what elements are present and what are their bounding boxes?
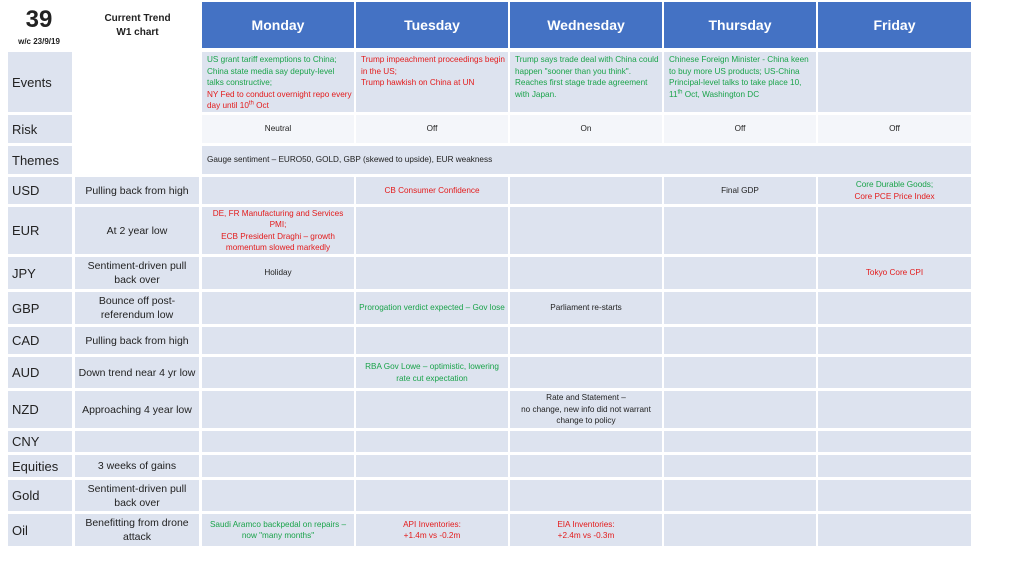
grid-cell: [818, 514, 971, 546]
grid-cell: [664, 480, 816, 511]
risk-wednesday: On: [580, 124, 592, 134]
grid-cell: [664, 357, 816, 388]
trend-equities: 3 weeks of gains: [97, 460, 177, 472]
day-header-thursday: Thursday: [664, 2, 816, 48]
grid-cell: [664, 431, 816, 452]
grid-cell: [818, 52, 971, 112]
events-tuesday: Trump impeachment proceedings begin in the US; Trump hawkish on China at UN: [361, 55, 505, 87]
day-header-wednesday: Wednesday: [510, 2, 662, 48]
grid-cell: [356, 391, 508, 428]
grid-cell: [356, 257, 508, 289]
week-number: 39: [25, 6, 53, 33]
grid-cell: [510, 480, 662, 511]
grid-cell: [664, 207, 816, 254]
grid-cell: [818, 431, 971, 452]
jpy-friday: Tokyo Core CPI: [865, 268, 924, 278]
grid-cell: [818, 207, 971, 254]
grid-cell: [202, 292, 354, 324]
grid-cell: [664, 455, 816, 477]
risk-tuesday: Off: [426, 124, 438, 134]
grid-cell: [356, 431, 508, 452]
row-label-themes: Themes: [12, 152, 59, 168]
trend-nzd: Approaching 4 year low: [82, 403, 192, 416]
trend-jpy: Sentiment-driven pull back over: [87, 260, 187, 286]
row-label-usd: USD: [12, 183, 40, 198]
row-label-cad: CAD: [12, 333, 40, 348]
grid-cell: [510, 431, 662, 452]
row-label-risk: Risk: [12, 121, 38, 137]
events-monday-red: NY Fed to conduct overnight repo every day until 10th Oct: [207, 89, 352, 110]
day-header-friday: Friday: [818, 2, 971, 48]
oil-tuesday: API Inventories: +1.4m vs -0.2m: [403, 519, 461, 540]
events-monday-green: US grant tariff exemptions to China; China state media say deputy-level talks constructive;: [207, 55, 337, 87]
grid-cell: [356, 480, 508, 511]
trend-oil: Benefitting from drone attack: [85, 517, 189, 543]
row-label-oil: Oil: [12, 522, 28, 538]
week-date: w/c 23/9/19: [18, 37, 60, 46]
row-label-jpy: JPY: [12, 265, 36, 281]
risk-thursday: Off: [734, 124, 746, 134]
grid-cell: [664, 514, 816, 546]
aud-tuesday: RBA Gov Lowe – optimistic, lowering rate cut expectation: [365, 362, 499, 383]
grid-cell: [202, 327, 354, 354]
grid-cell: [818, 391, 971, 428]
grid-cell: [664, 327, 816, 354]
themes-text: Gauge sentiment – EURO50, GOLD, GBP (skewed to upside), EUR weakness: [207, 155, 493, 165]
trend-aud: Down trend near 4 yr low: [78, 366, 196, 379]
trend-cad: Pulling back from high: [85, 334, 189, 347]
usd-friday: [818, 177, 971, 204]
grid-cell: [510, 177, 662, 204]
gbp-wednesday: Parliament re-starts: [550, 303, 622, 313]
oil-wednesday: EIA Inventories: +2.4m vs -0.3m: [557, 519, 615, 540]
grid-cell: [510, 207, 662, 254]
jpy-monday: Holiday: [264, 268, 292, 278]
row-label-gold: Gold: [12, 488, 40, 503]
row-label-gbp: GBP: [12, 300, 40, 316]
events-thursday: Chinese Foreign Minister - China keen to buy more US products; US-China Principal-level talks to take place 10, 11th Oct, Washington DC: [669, 55, 809, 99]
row-label-nzd: NZD: [12, 402, 39, 417]
events-wednesday: Trump says trade deal with China could happen "sooner than you think". Reaches first stage trade agreement with Japan.: [515, 55, 659, 99]
row-label-equities: Equities: [12, 458, 59, 474]
trend-column-title: Current Trend W1 chart: [104, 13, 171, 38]
grid-cell: [664, 391, 816, 428]
usd-thursday: Final GDP: [721, 185, 759, 195]
grid-cell: [818, 292, 971, 324]
row-label-cny: CNY: [12, 434, 40, 449]
risk-monday: Neutral: [264, 124, 292, 134]
grid-cell: [356, 327, 508, 354]
grid-cell: [510, 327, 662, 354]
trend-eur: At 2 year low: [106, 224, 168, 237]
trend-gbp: Bounce off post-referendum low: [98, 295, 176, 321]
grid-cell: [202, 177, 354, 204]
risk-friday: Off: [889, 124, 900, 134]
grid-cell: [202, 455, 354, 477]
oil-monday: Saudi Aramco backpedal on repairs – now "many months": [209, 519, 347, 540]
trend-usd: Pulling back from high: [85, 184, 189, 197]
grid-cell: [202, 480, 354, 511]
day-header-tuesday: Tuesday: [356, 2, 508, 48]
grid-cell: [202, 357, 354, 388]
grid-cell: [818, 480, 971, 511]
grid-cell: [664, 292, 816, 324]
usd-friday-pce: Core PCE Price Index: [854, 191, 935, 201]
gbp-tuesday: Prorogation verdict expected – Gov lose: [359, 303, 505, 313]
row-label-eur: EUR: [12, 223, 40, 238]
grid-cell: [818, 327, 971, 354]
usd-tuesday: CB Consumer Confidence: [384, 185, 480, 195]
usd-friday-durable: Core Durable Goods;: [855, 180, 934, 189]
grid-cell: [510, 357, 662, 388]
grid-cell: [818, 357, 971, 388]
events-monday: [207, 54, 353, 112]
row-label-events: Events: [12, 74, 52, 90]
nzd-wednesday: Rate and Statement – no change, new info did not warrant change to policy: [521, 393, 651, 426]
grid-cell: [510, 257, 662, 289]
trend-gold: Sentiment-driven pull back over: [87, 482, 187, 509]
grid-cell: [202, 391, 354, 428]
grid-cell: [510, 455, 662, 477]
day-header-monday: Monday: [202, 2, 354, 48]
grid-cell: [356, 207, 508, 254]
grid-cell: [818, 455, 971, 477]
row-label-aud: AUD: [12, 365, 40, 380]
grid-cell: [202, 431, 354, 452]
eur-monday: DE, FR Manufacturing and Services PMI; ECB President Draghi – growth momentum slowed markedly: [212, 208, 344, 252]
grid-cell: [664, 257, 816, 289]
grid-cell: [356, 455, 508, 477]
